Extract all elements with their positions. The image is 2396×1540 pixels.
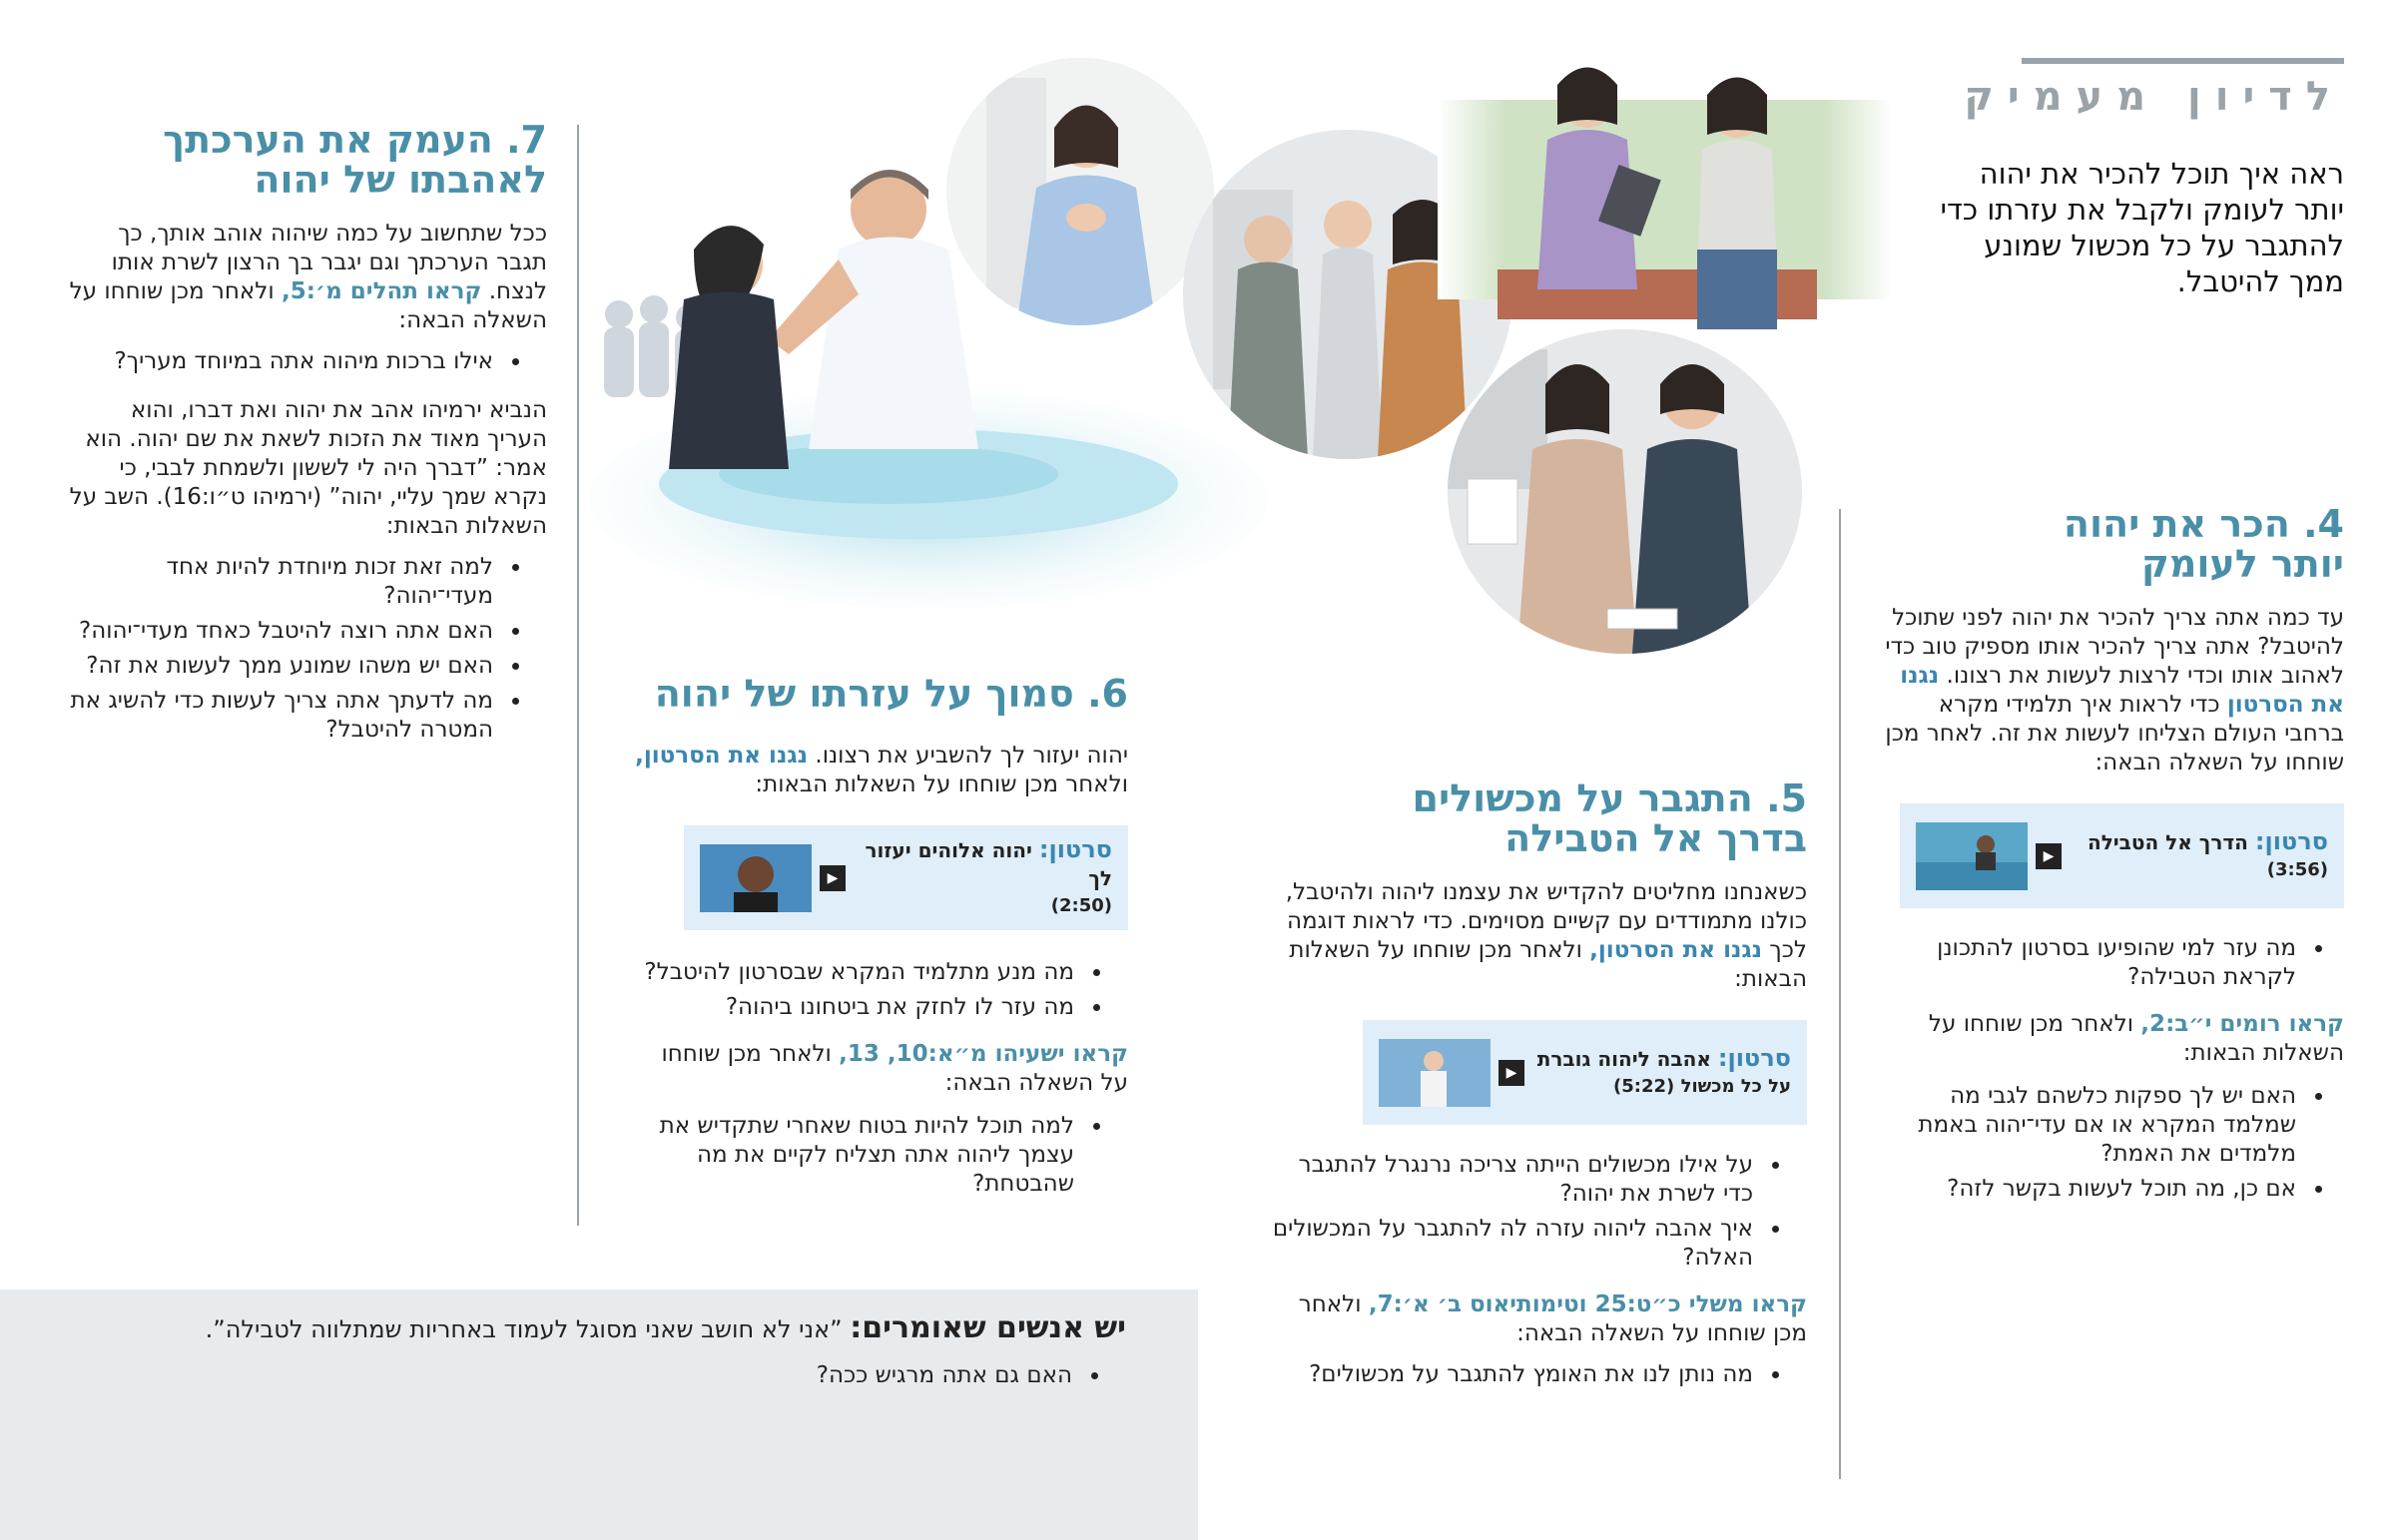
list-item: • מה לדעתך אתה צריך לעשות כדי להשיג את המטרה להיטבל? bbox=[70, 687, 499, 745]
list-item: • מה נותן לנו את האומץ להתגבר על מכשולים? bbox=[1268, 1360, 1759, 1389]
list-item: • למה זאת זכות מיוחדת להיות אחד מעדי־יהוה? bbox=[70, 553, 499, 611]
section-5 bbox=[1268, 778, 1807, 1395]
section-5-questions-2 bbox=[1268, 1360, 1807, 1389]
play-video-link[interactable]: נגנו את הסרטון bbox=[1900, 663, 2344, 718]
video-card-love-overcomes[interactable] bbox=[1363, 1020, 1807, 1125]
section-7 bbox=[68, 120, 547, 751]
intro-heading: לדיון מעמיק bbox=[1964, 74, 2344, 120]
section-5-questions-1 bbox=[1268, 1151, 1807, 1273]
section-4-read-prompt: קראו רומים י״ב:2, ולאחר מכן שוחחו על השאלות הבאות: bbox=[1928, 1011, 2344, 1066]
objection-quote: ”אני לא חושב שאני מסוגל לעמוד באחריות שמתלווה לטבילה”. bbox=[205, 1315, 843, 1343]
section-6-read-prompt: קראו ישעיהו מ״א:10, 13, ולאחר מכן שוחחו על השאלה הבאה: bbox=[661, 1041, 1128, 1096]
video-label: סרטון: bbox=[2254, 827, 2328, 855]
section-7-questions-1 bbox=[68, 347, 547, 376]
list-item: • אילו ברכות מיהוה אתה במיוחד מעריך? bbox=[68, 347, 499, 376]
section-7-questions-2 bbox=[70, 553, 547, 745]
section-5-paragraph: כשאנחנו מחליטים להקדיש את עצמנו ליהוה ולהיטבל, כולנו מתמודדים עם קשיים מסוימים. כדי לראות דוגמה לכך נגנו את הסרטון, ולאחר מכן שוחחו על השאלות הבאות: bbox=[1285, 879, 1807, 992]
section-7-paragraph: ככל שתחשוב על כמה שיהוה אוהב אותך, כך תגבר הערכתך וגם יגבר בך הרצון לשרת אותו לנצח. קראו תהלים מ׳:5, ולאחר מכן שוחחו על השאלה הבאה: bbox=[69, 221, 547, 333]
list-item: • איך אהבה ליהוה עזרה לה להתגבר על המכשולים האלה? bbox=[1268, 1215, 1759, 1273]
list-item: • האם יש משהו שמונע ממך לעשות את זה? bbox=[70, 652, 499, 681]
play-icon[interactable]: ▶ bbox=[1498, 1060, 1524, 1086]
section-5-read-prompt: קראו משלי כ״ט:25 וטימותיאוס ב׳ א׳:7, ולאחר מכן שוחחו על השאלה הבאה: bbox=[1298, 1291, 1807, 1346]
objection-box bbox=[0, 1289, 1198, 1540]
play-icon[interactable]: ▶ bbox=[2036, 843, 2062, 869]
scripture-link[interactable]: קראו משלי כ״ט:25 וטימותיאוס ב׳ א׳:7, bbox=[1368, 1291, 1807, 1317]
section-4-questions-1 bbox=[1885, 934, 2344, 992]
section-4-title: 4. הכר את יהוה יותר לעומק bbox=[2063, 502, 2344, 586]
section-6-questions-2 bbox=[629, 1112, 1128, 1199]
play-video-link[interactable]: נגנו את הסרטון, bbox=[635, 743, 809, 769]
section-6-questions-1 bbox=[629, 958, 1128, 1022]
section-7-paragraph-2: הנביא ירמיהו אהב את יהוה ואת דברו, והוא העריך מאוד את הזכות לשאת את שם יהוה. הוא אמר: ”דברך היה לי לששון ולשמחת לבבי, כי נקרא שמך עליי, יהוה” (ירמיהו ט״ו:16). השב על השאלות הבאות: bbox=[69, 397, 547, 539]
list-item: • אם כן, מה תוכל לעשות בקשר לזה? bbox=[1885, 1175, 2302, 1204]
section-6-title: 6. סמוך על עזרתו של יהוה bbox=[654, 672, 1128, 716]
objection-text bbox=[128, 1310, 1126, 1345]
intro-rule bbox=[2022, 58, 2344, 64]
list-item: • האם יש לך ספקות כלשהם לגבי מה שמלמד המקרא או אם עדי־יהוה באמת מלמדים את האמת? bbox=[1885, 1082, 2302, 1169]
section-4 bbox=[1885, 504, 2344, 1210]
list-item: • מה עזר לו לחזק את ביטחונו ביהוה? bbox=[629, 993, 1080, 1022]
objection-lead: יש אנשים שאומרים: bbox=[850, 1310, 1126, 1345]
list-item: • על אילו מכשולים הייתה צריכה נרנגרל להתגבר כדי לשרת את יהוה? bbox=[1268, 1151, 1759, 1209]
workplace-witness-photo bbox=[1448, 329, 1802, 654]
video-duration: (3:56) bbox=[2266, 859, 2328, 880]
column-divider bbox=[1839, 509, 1841, 1479]
section-5-title: 5. התגבר על מכשולים בדרך אל הטבילה bbox=[1412, 776, 1807, 860]
video-title: יהוה אלוהים יעזור לך bbox=[865, 838, 1112, 890]
video-title: הדרך אל הטבילה bbox=[2087, 830, 2248, 854]
list-item: • האם אתה רוצה להיטבל כאחד מעדי־יהוה? bbox=[70, 617, 499, 646]
play-icon[interactable]: ▶ bbox=[820, 865, 846, 891]
play-video-link[interactable]: נגנו את הסרטון, bbox=[1589, 937, 1763, 963]
list-item: • מה עזר למי שהופיעו בסרטון להתכונן לקראת הטבילה? bbox=[1885, 934, 2302, 992]
section-6 bbox=[629, 674, 1128, 1205]
objection-questions bbox=[479, 1361, 1126, 1396]
video-duration: (2:50) bbox=[1050, 895, 1112, 916]
video-card-jehovah-will-help[interactable] bbox=[684, 825, 1128, 930]
video-title: אהבה ליהוה גוברת bbox=[1536, 1047, 1711, 1071]
scripture-link[interactable]: קראו תהלים מ׳:5, bbox=[281, 278, 482, 304]
section-4-questions-2 bbox=[1885, 1082, 2344, 1204]
scripture-link[interactable]: קראו רומים י״ב:2, bbox=[2140, 1011, 2344, 1037]
intro-text: ראה איך תוכל להכיר את יהוה יותר לעומק ולקבל את עזרתו כדי להתגבר על כל מכשול שמונע ממך להיטבל. bbox=[1940, 157, 2344, 298]
bench-conversation-photo bbox=[1438, 40, 1892, 369]
baptized-woman bbox=[669, 226, 789, 469]
scripture-link[interactable]: קראו ישעיהו מ״א:10, 13, bbox=[839, 1041, 1128, 1067]
video-thumbnail[interactable] bbox=[1916, 822, 2028, 890]
praying-woman-photo bbox=[946, 58, 1214, 325]
column-divider bbox=[577, 125, 579, 1226]
video-thumbnail[interactable] bbox=[1379, 1039, 1491, 1107]
video-thumbnail[interactable] bbox=[700, 844, 812, 912]
list-item: • האם גם אתה מרגיש ככה? bbox=[479, 1361, 1078, 1390]
video-title-line2: על כל מכשול bbox=[1680, 1076, 1791, 1097]
section-6-paragraph: יהוה יעזור לך להשביע את רצונו. נגנו את הסרטון, ולאחר מכן שוחחו על השאלות הבאות: bbox=[635, 743, 1128, 797]
video-label: סרטון: bbox=[1038, 835, 1112, 863]
video-duration: (5:22) bbox=[1613, 1076, 1675, 1097]
section-7-title: 7. העמק את הערכתך לאהבתו של יהוה bbox=[163, 118, 547, 202]
video-label: סרטון: bbox=[1717, 1044, 1791, 1072]
list-item: • מה מנע מתלמיד המקרא שבסרטון להיטבל? bbox=[629, 958, 1080, 987]
section-4-paragraph: עד כמה אתה צריך להכיר את יהוה לפני שתוכל להיטבל? אתה צריך להכיר אותו מספיק טוב כדי לאהוב אותו וכדי לרצות לעשות את רצונו. נגנו את הסרטון כדי לראות איך תלמידי מקרא ברחבי העולם הצליחו לעשות את זה. לאחר מכן שוחחו על השאלה הבאה: bbox=[1885, 605, 2344, 775]
video-card-road-to-baptism[interactable] bbox=[1900, 803, 2344, 908]
list-item: • למה תוכל להיות בטוח שאחרי שתקדיש את עצמך ליהוה אתה תצליח לקיים את מה שהבטחת? bbox=[629, 1112, 1080, 1199]
